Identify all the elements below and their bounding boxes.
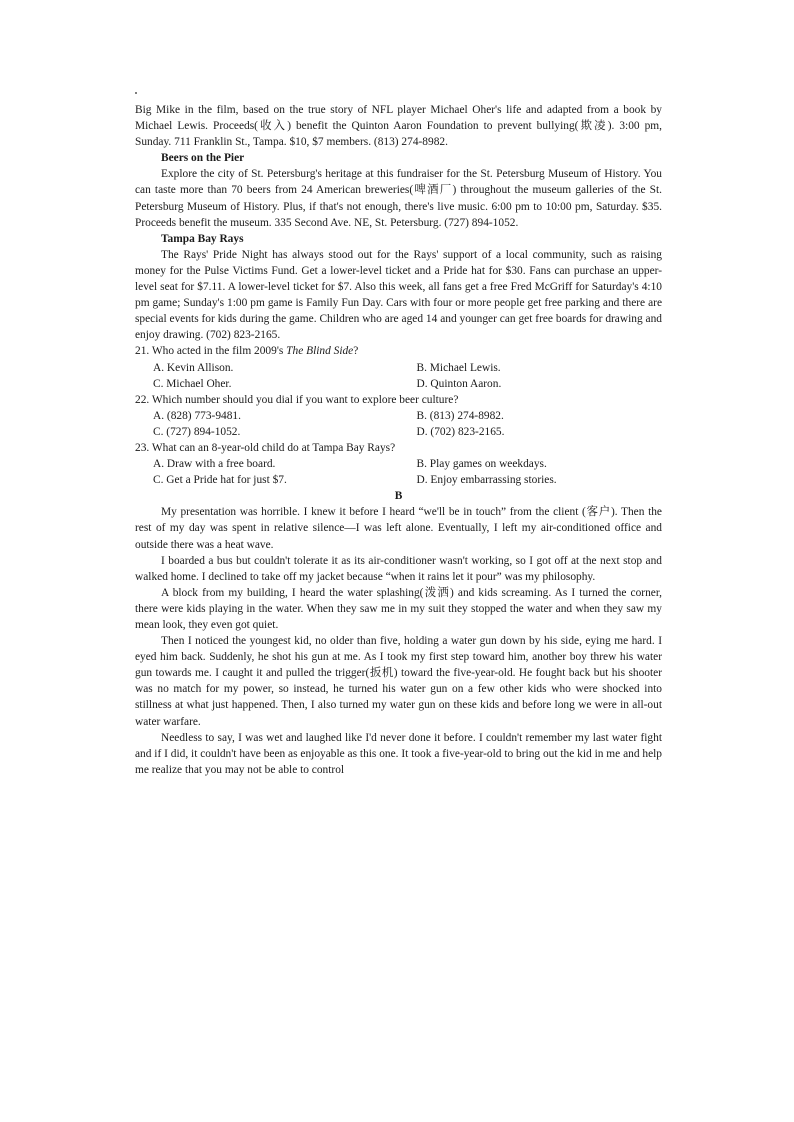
option-list [135,360,662,392]
question-stem: 23. What can an 8-year-old child do at Tampa Bay Rays? [135,441,396,454]
text-column [135,102,662,778]
scan-speck [135,92,137,94]
story-paragraph: I boarded a bus but couldn't tolerate it as its air-conditioner wasn't working, so I got off at the next stop and walked home. I declined to take off my jacket because “when it rains let it pour” was my philosophy. [135,554,662,583]
question-stem: 21. Who acted in the film 2009's The Blind Side? [135,345,359,358]
option-d: D. Quinton Aaron. [416,377,502,390]
option-d: D. (702) 823-2165. [416,425,505,438]
option-b: B. Michael Lewis. [416,361,501,374]
story-paragraph: My presentation was horrible. I knew it before I heard “we'll be in touch” from the client (客户). Then the rest of my day was spent in relative silence—I was left alone. Eventually, I left my air-conditioned office and outside there was a heat wave. [135,506,662,551]
question-stem: 22. Which number should you dial if you want to explore beer culture? [135,393,459,406]
option-c: C. Get a Pride hat for just $7. [153,474,287,487]
question-21 [135,343,662,391]
section-label-b: B [394,490,403,503]
intro-paragraph: Big Mike in the film, based on the true story of NFL player Michael Oher's life and adapted from a book by Michael Lewis. Proceeds(收入) benefit the Quinton Aaron Foundation to prevent bullying(欺凌). 3:00 pm, Sunday. 711 Franklin St., Tampa. $10, $7 members. (813) 274-8982. [135,104,662,149]
question-23 [135,440,662,488]
option-list [135,456,662,488]
option-d: D. Enjoy embarrassing stories. [416,474,557,487]
story-paragraph: Needless to say, I was wet and laughed like I'd never done it before. I couldn't remember my last water fight and if I did, it couldn't have been as enjoyable as this one. It took a five-year-old to bring out the kid in me and help me realize that you may not be able to control [135,731,662,776]
section-body-beers: Explore the city of St. Petersburg's heritage at this fundraiser for the St. Petersburg Museum of History. You can taste more than 70 beers from 24 American breweries(啤酒厂) throughout the museum galleries of the St. Petersburg Museum of History. Plus, if that's not enough, there's live music. 6:00 pm to 10:00 pm, Saturday. $35. Proceeds benefit the museum. 335 Second Ave. NE, St. Petersburg. (727) 894-1052. [135,168,662,229]
option-a: A. Draw with a free board. [153,458,276,471]
option-c: C. (727) 894-1052. [153,425,241,438]
section-title-rays: Tampa Bay Rays [161,232,244,245]
story-paragraph: Then I noticed the youngest kid, no older than five, holding a water gun down by his side, eying me hard. I eyed him back. Suddenly, he shot his gun at me. As I took my first step toward him, another boy threw his water gun towards me. I caught it and pulled the trigger(扳机) toward the five-year-old. He fought back but his shooter was no match for my power, so instead, he turned his water gun on a few other kids who were shocked into stillness at what just happened. Then, I also turned my water gun on these kids and before long we were in all-out water warfare. [135,635,662,728]
story-paragraph: A block from my building, I heard the water splashing(泼洒) and kids screaming. As I turned the corner, there were kids playing in the water. When they saw me in my suit they stopped the water and when they saw my mean look, they even got quiet. [135,586,662,631]
option-a: A. (828) 773-9481. [153,409,241,422]
section-title-beers: Beers on the Pier [161,152,245,165]
option-b: B. (813) 274-8982. [416,409,504,422]
question-22 [135,392,662,440]
option-a: A. Kevin Allison. [153,361,234,374]
option-c: C. Michael Oher. [153,377,232,390]
option-list [135,408,662,440]
section-body-rays: The Rays' Pride Night has always stood out for the Rays' support of a local community, such as raising money for the Pulse Victims Fund. Get a lower-level ticket and a Pride hat for $30. Fans can purchase an upper-level seat for $7.11. A lower-level ticket for $7. Also this week, all fans get a free Fred McGriff for Saturday's 4:10 pm game; Sunday's 1:00 pm game is Family Fun Day. Cars with four or more people get free parking and there are special events for kids during the game. Children who are aged 14 and younger can get free boards for drawing and enjoy drawing. (702) 823-2165. [135,248,662,342]
option-b: B. Play games on weekdays. [416,458,547,471]
